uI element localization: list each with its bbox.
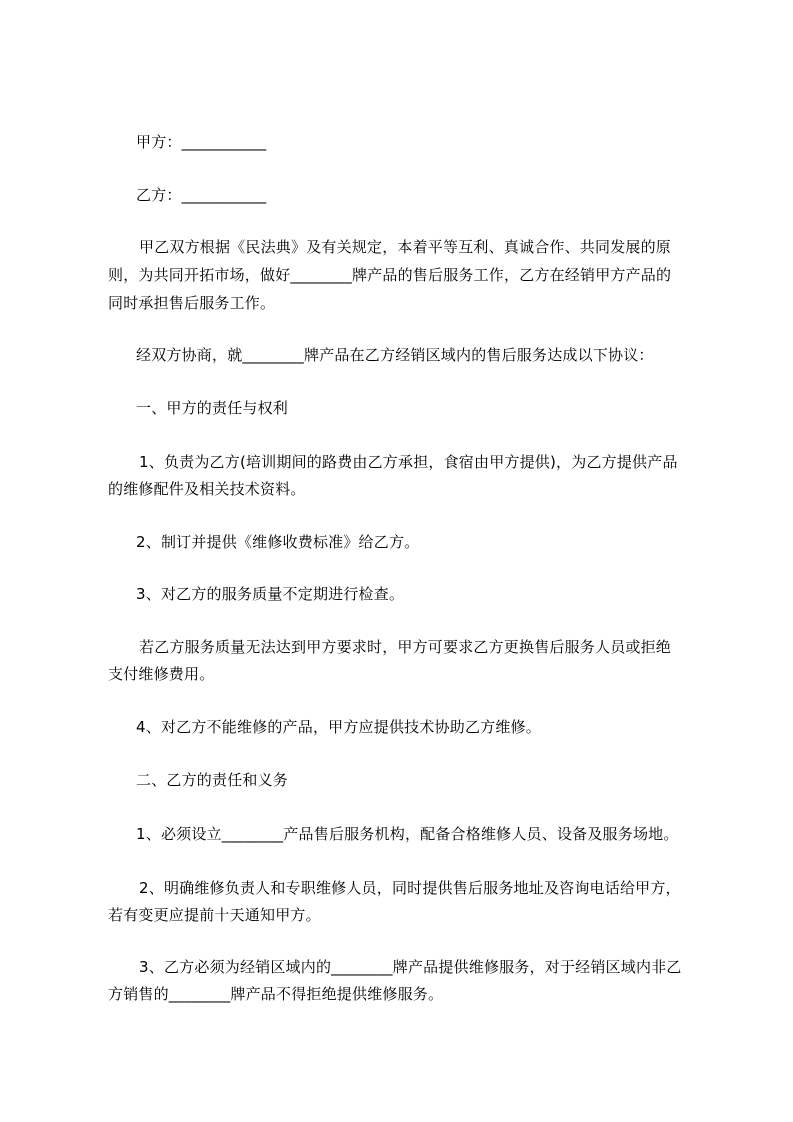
- section-2-item-1: 1、必须设立________产品售后服务机构，配备合格维修人员、设备及服务场地。: [136, 825, 679, 843]
- section-2-item-2-line-1: 2、明确维修负责人和专职维修人员，同时提供售后服务地址及咨询电话给甲方，: [139, 879, 681, 897]
- party-a-line: 甲方：___________: [136, 133, 267, 151]
- section-1-heading: 一、甲方的责任与权利: [136, 399, 289, 417]
- section-2-item-2-line-2: 若有变更应提前十天通知甲方。: [108, 906, 321, 924]
- intro-line-2: 则，为共同开拓市场，做好________牌产品的售后服务工作，乙方在经销甲方产品的: [108, 266, 672, 284]
- section-1-item-3: 3、对乙方的服务质量不定期进行检查。: [136, 585, 405, 603]
- section-1-item-3-note-line-1: 若乙方服务质量无法达到甲方要求时，甲方可要求乙方更换售后服务人员或拒绝: [139, 638, 672, 656]
- section-1-item-1-line-2: 的维修配件及相关技术资料。: [108, 480, 306, 498]
- negotiation-line: 经双方协商，就________牌产品在乙方经销区域内的售后服务达成以下协议：: [136, 346, 654, 364]
- section-1-item-2: 2、制订并提供《维修收费标准》给乙方。: [136, 533, 420, 551]
- section-1-item-4: 4、对乙方不能维修的产品，甲方应提供技术协助乙方维修。: [136, 718, 541, 736]
- intro-line-3: 同时承担售后服务工作。: [108, 294, 276, 312]
- section-1-item-1-line-1: 1、负责为乙方(培训期间的路费由乙方承担，食宿由甲方提供)，为乙方提供产品: [139, 453, 678, 471]
- section-2-item-3-line-2: 方销售的________牌产品不得拒绝提供维修服务。: [108, 985, 444, 1003]
- intro-line-1: 甲乙双方根据《民法典》及有关规定，本着平等互利、真诚合作、共同发展的原: [139, 238, 672, 256]
- section-2-heading: 二、乙方的责任和义务: [136, 771, 289, 789]
- section-2-item-3-line-1: 3、乙方必须为经销区域内的________牌产品提供维修服务，对于经销区域内非乙: [139, 958, 682, 976]
- party-b-line: 乙方：___________: [136, 186, 267, 204]
- section-1-item-3-note-line-2: 支付维修费用。: [108, 665, 215, 683]
